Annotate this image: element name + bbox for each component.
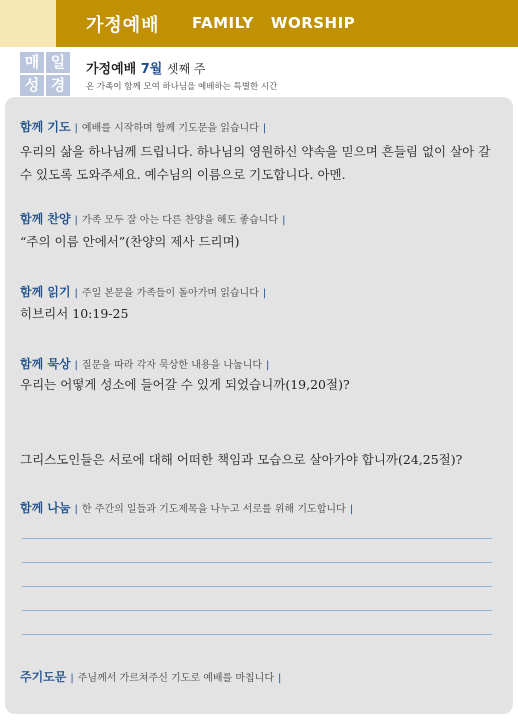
writing-line — [22, 610, 492, 611]
meditation-question-2: 그리스도인들은 서로에 대해 어떠한 책임과 모습으로 살아가야 합니까(24,25절)? — [20, 452, 463, 467]
section-note: 주님께서 가르쳐주신 기도로 예배를 마칩니다 — [77, 673, 275, 684]
writing-line — [22, 538, 492, 539]
subheader-title-text: 가정예배 — [86, 62, 137, 77]
banner-title-korean: 가정예배 — [86, 15, 160, 36]
section-sharing-heading: 함께 나눔 | 한 주간의 일들과 기도제목을 나누고 서로를 위해 기도합니다 | — [20, 501, 354, 515]
writing-line — [22, 562, 492, 563]
reading-text: 히브리서 10:19-25 — [20, 306, 129, 321]
daily-bible-logo — [20, 52, 70, 96]
writing-line — [22, 586, 492, 587]
section-note: 가족 모두 잘 아는 다른 찬양을 해도 좋습니다 — [81, 215, 279, 226]
praise-text: “주의 이름 안에서”(찬양의 제사 드리며) — [20, 234, 240, 249]
logo-char: 경 — [46, 75, 70, 96]
section-lords-prayer-heading: 주기도문 | 주님께서 가르쳐주신 기도로 예배를 마칩니다 | — [20, 670, 282, 684]
section-note: 한 주간의 일들과 기도제목을 나누고 서로를 위해 기도합니다 — [81, 504, 346, 515]
logo-char: 성 — [20, 75, 44, 96]
section-prayer-heading: 함께 기도 | 예배를 시작하며 함께 기도문을 읽습니다 | — [20, 120, 267, 134]
banner-left-block — [0, 0, 56, 47]
writing-line — [22, 634, 492, 635]
section-note: 주일 본문을 가족들이 돌아가며 읽습니다 — [81, 288, 259, 299]
worship-panel — [5, 97, 513, 714]
section-praise-heading: 함께 찬양 | 가족 모두 잘 아는 다른 찬양을 해도 좋습니다 | — [20, 212, 286, 226]
subheader-title — [86, 58, 206, 77]
banner-title-english: FAMILY WORSHIP — [192, 14, 356, 32]
top-banner — [0, 0, 518, 47]
section-title: 함께 나눔 — [20, 501, 71, 515]
subheader-month: 7월 — [140, 62, 163, 77]
prayer-text: 우리의 삶을 하나님께 드립니다. 하나님의 영원하신 약속을 믿으며 흔들림 없이 살아 갈 수 있도록 도와주세요. 예수님의 이름으로 기도합니다. 아멘. — [20, 144, 491, 182]
meditation-question-1: 우리는 어떻게 성소에 들어갈 수 있게 되었습니까(19,20절)? — [20, 377, 350, 392]
section-title: 함께 묵상 — [20, 357, 71, 371]
section-note: 질문을 따라 각자 묵상한 내용을 나눕니다 — [81, 360, 263, 371]
logo-char: 매 — [20, 52, 44, 73]
logo-char: 일 — [46, 52, 70, 73]
subheader-description: 온 가족이 함께 모여 하나님을 예배하는 특별한 시간 — [86, 82, 278, 92]
section-note: 예배를 시작하며 함께 기도문을 읽습니다 — [81, 123, 259, 134]
section-title: 주기도문 — [20, 670, 67, 684]
section-meditation-heading: 함께 묵상 | 질문을 따라 각자 묵상한 내용을 나눕니다 | — [20, 357, 270, 371]
section-reading-heading: 함께 읽기 | 주일 본문을 가족들이 돌아가며 읽습니다 | — [20, 285, 267, 299]
subheader-week: 셋째 주 — [166, 62, 206, 76]
section-title: 함께 찬양 — [20, 212, 71, 226]
section-title: 함께 기도 — [20, 120, 71, 134]
section-title: 함께 읽기 — [20, 285, 71, 299]
